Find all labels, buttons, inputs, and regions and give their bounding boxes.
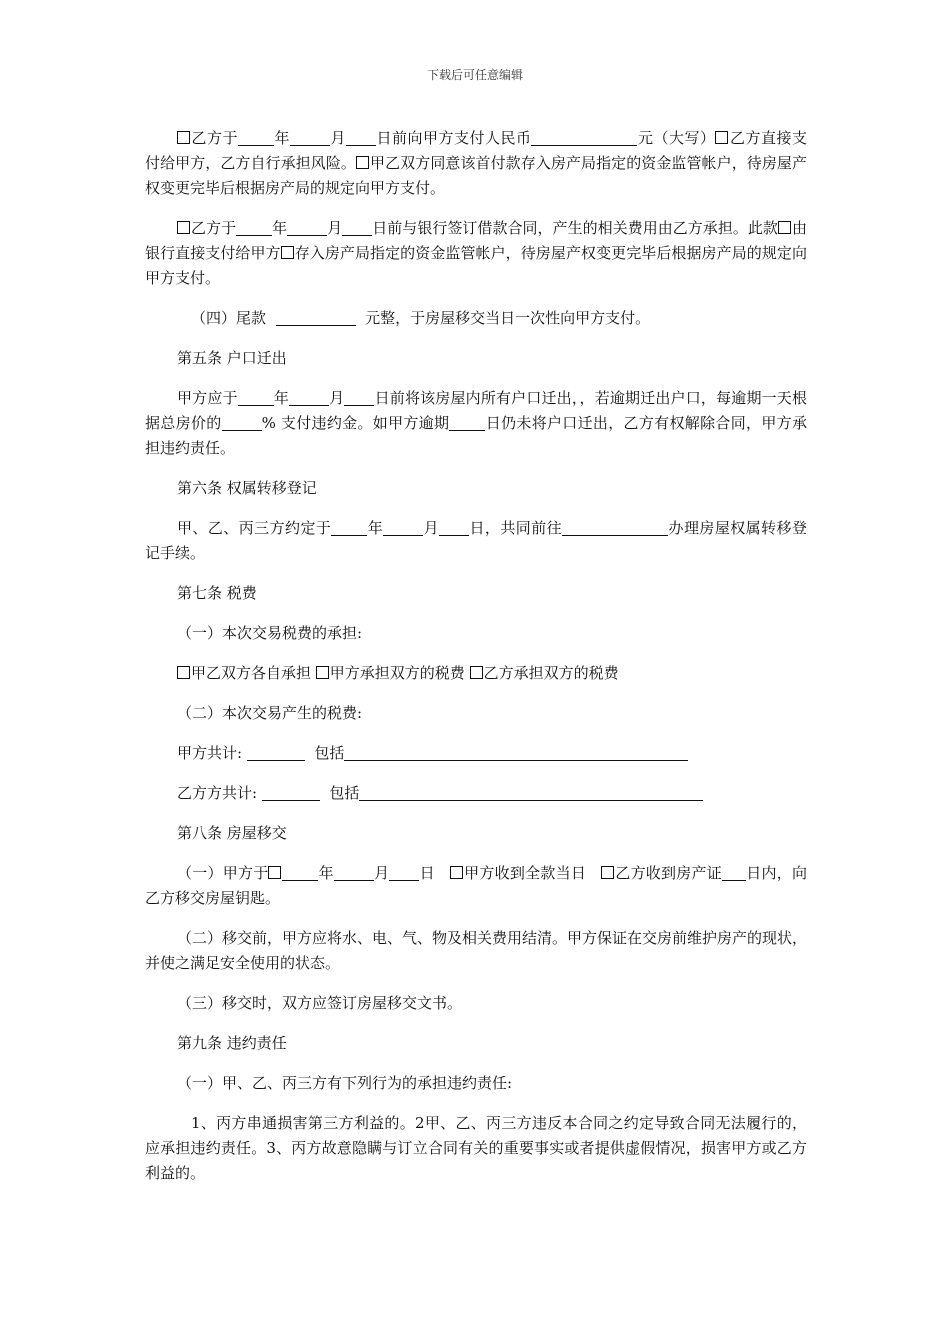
paragraph-down-payment: 乙方于 年 月 日前向甲方支付人民币 元（大写） 乙方直接支付给甲方，乙方自行承担风险。 甲乙双方同意该首付款存入房产局指定的资金监管帐户，待房屋产权变更完毕后根据房产局的规定向甲方支付。 (145, 129, 807, 197)
blank-month[interactable] (334, 862, 374, 881)
contract-body (145, 126, 807, 1201)
paragraph-final-payment: （四）尾款 元整，于房屋移交当日一次性向甲方支付。 (191, 309, 651, 327)
paragraph-party-a-tax: 甲方共计: 包括 (145, 741, 807, 766)
blank-day[interactable] (342, 217, 372, 236)
blank-amount[interactable] (531, 127, 637, 146)
blank-location[interactable] (562, 517, 668, 536)
blank-days[interactable] (449, 412, 485, 431)
checkbox[interactable] (778, 221, 791, 234)
blank-party-a-items[interactable] (344, 742, 688, 761)
checkbox[interactable] (470, 666, 483, 679)
blank-day[interactable] (389, 862, 419, 881)
checkbox[interactable] (177, 221, 190, 234)
checkbox[interactable] (316, 666, 329, 679)
blank-party-b-total[interactable] (262, 782, 320, 801)
blank-month[interactable] (287, 217, 327, 236)
blank-day[interactable] (439, 517, 469, 536)
checkbox[interactable] (177, 666, 190, 679)
article-9-title: 第九条 违约责任 (177, 1034, 287, 1052)
blank-year[interactable] (238, 127, 274, 146)
article-8-title: 第八条 房屋移交 (177, 824, 287, 842)
blank-month[interactable] (289, 387, 329, 406)
blank-year[interactable] (238, 387, 274, 406)
paragraph-tax-options: 甲乙双方各自承担 甲方承担双方的税费 乙方承担双方的税费 (145, 661, 807, 686)
blank-percent[interactable] (222, 412, 262, 431)
article-5-title: 第五条 户口迁出 (177, 349, 287, 367)
blank-year[interactable] (236, 217, 272, 236)
paragraph-handover-before: （二）移交前，甲方应将水、电、气、物及相关费用结清。甲方保证在交房前维护房产的现状，并使之满足安全使用的状态。 (145, 929, 808, 972)
paragraph-transfer: 甲、乙、丙三方约定于 年 月 日，共同前往 办理房屋权属转移登记手续。 (145, 519, 807, 562)
blank-party-b-items[interactable] (359, 782, 703, 801)
checkbox[interactable] (450, 866, 463, 879)
blank-day[interactable] (346, 127, 376, 146)
checkbox[interactable] (356, 156, 369, 169)
article-6-title: 第六条 权属转移登记 (177, 479, 317, 497)
checkbox[interactable] (177, 131, 190, 144)
blank-days[interactable] (722, 862, 746, 881)
paragraph-liability-intro: （一）甲、乙、丙三方有下列行为的承担违约责任: (177, 1074, 513, 1092)
paragraph-loan: 乙方于 年 月 日前与银行签订借款合同，产生的相关费用由乙方承担。此款 由银行直接支付给甲方 存入房产局指定的资金监管帐户，待房屋产权变更完毕后根据房产局的规定向甲方支付。 (145, 219, 807, 287)
paragraph-hukou: 甲方应于 年 月 日前将该房屋内所有户口迁出，，若逾期迁出户口，每逾期一天根据总房价的 % 支付违约金。如甲方逾期 日仍未将户口迁出，乙方有权解除合同，甲方承担违约责任。 (145, 389, 807, 457)
paragraph-liability-items: 1、丙方串通损害第三方利益的。2甲、乙、丙三方违反本合同之约定导致合同无法履行的，应承担违约责任。3、丙方故意隐瞒与订立合同有关的重要事实或者提供虚假情况，损害甲方或乙方利益的。 (145, 1114, 807, 1182)
checkbox[interactable] (281, 246, 294, 259)
blank-day[interactable] (344, 387, 374, 406)
blank-month[interactable] (383, 517, 423, 536)
blank-month[interactable] (290, 127, 330, 146)
paragraph-tax-bearing: （一）本次交易税费的承担: (177, 624, 363, 642)
blank-party-a-total[interactable] (247, 742, 305, 761)
blank-final-amount[interactable] (276, 307, 356, 326)
article-7-title: 第七条 税费 (177, 584, 257, 602)
blank-year[interactable] (331, 517, 367, 536)
paragraph-handover-time: （一）甲方于 年 月 日 甲方收到全款当日 乙方收到房产证 日内，向乙方移交房屋钥匙。 (145, 864, 807, 907)
paragraph-party-b-tax: 乙方方共计: 包括 (145, 781, 807, 806)
checkbox[interactable] (268, 866, 281, 879)
paragraph-tax-amount: （二）本次交易产生的税费: (177, 704, 363, 722)
checkbox[interactable] (601, 866, 614, 879)
page-header-note: 下载后可任意编辑 (426, 68, 523, 82)
blank-year[interactable] (282, 862, 318, 881)
checkbox[interactable] (715, 131, 728, 144)
paragraph-handover-docs: （三）移交时，双方应签订房屋移交文书。 (177, 994, 463, 1012)
